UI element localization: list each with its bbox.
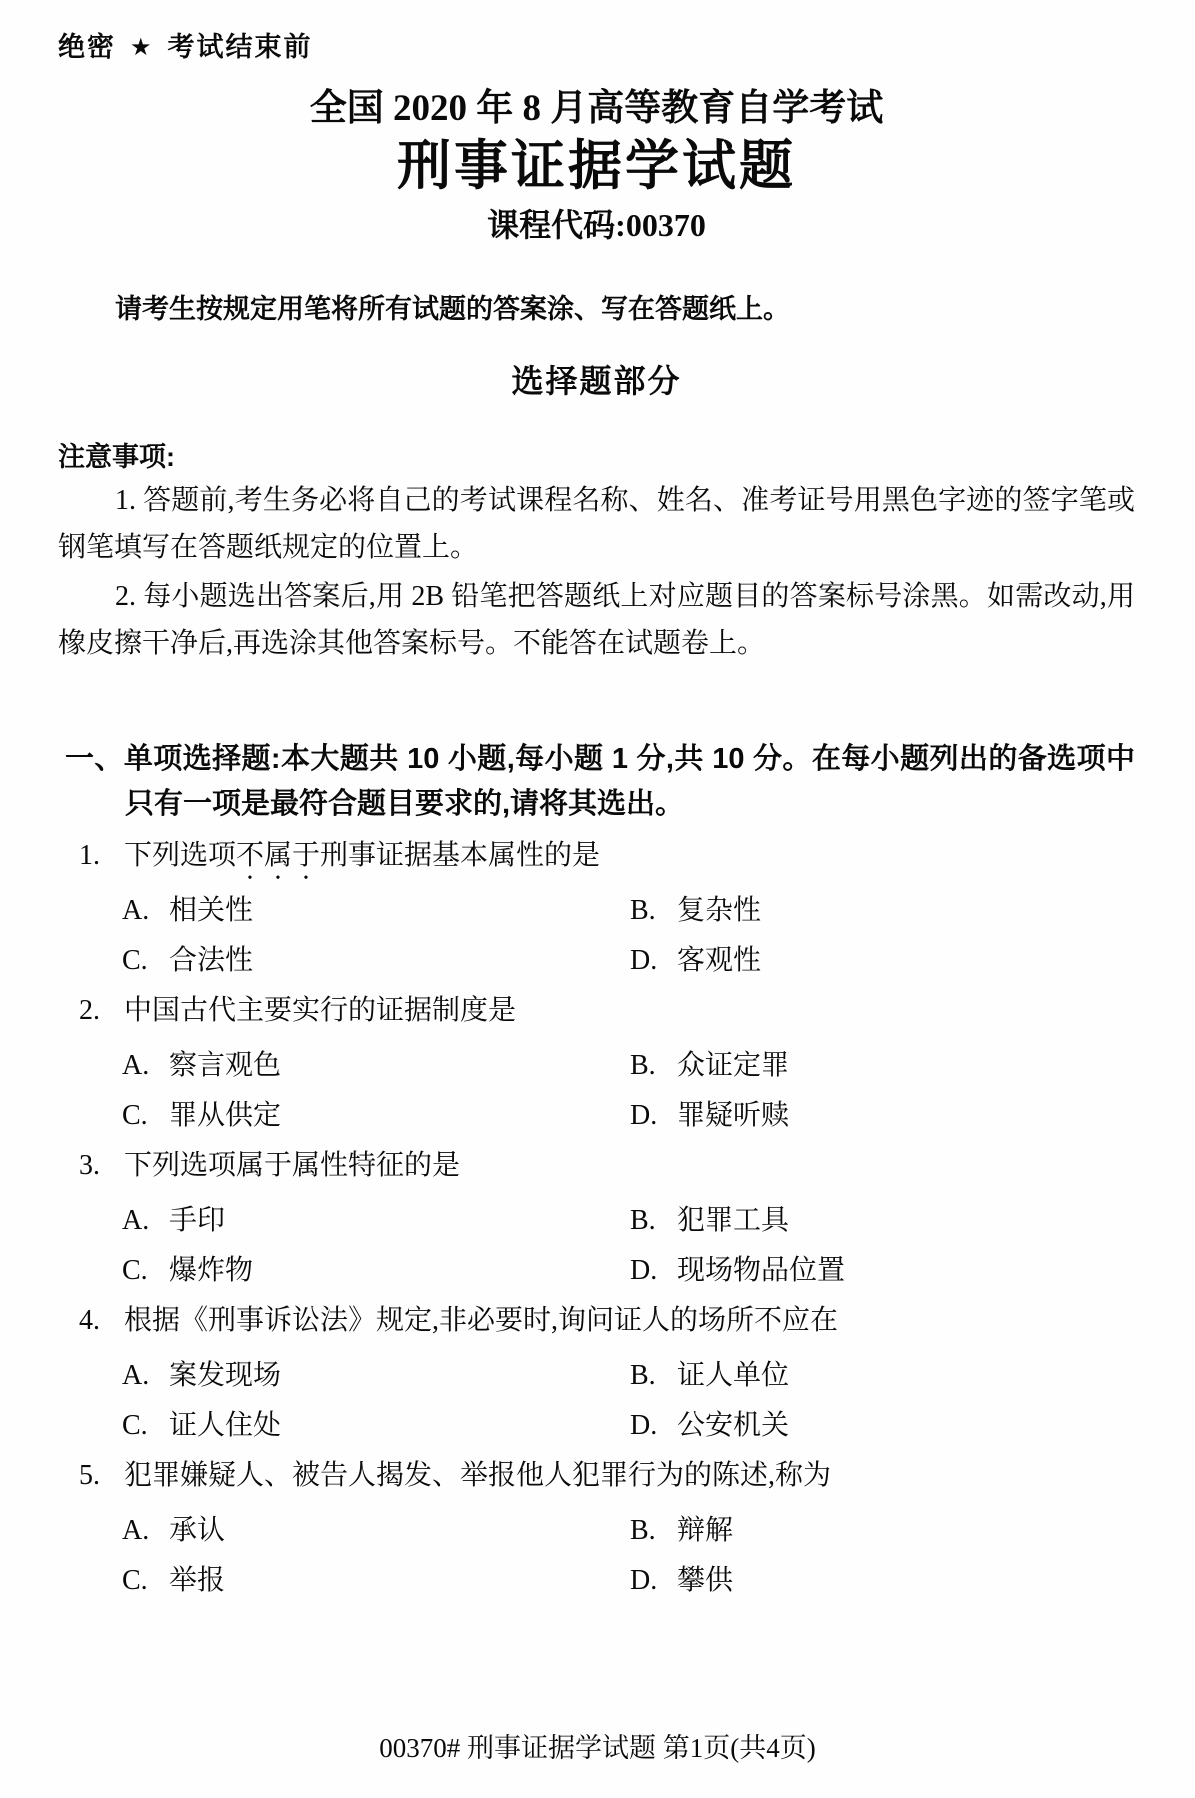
option-text: 罪疑听赎: [677, 1100, 790, 1131]
option-label: B.: [630, 895, 656, 926]
option-text: 合法性: [169, 945, 254, 976]
option-d: [630, 1091, 1135, 1141]
question-number: 4.: [79, 1305, 100, 1336]
option-text: 承认: [169, 1515, 226, 1546]
option-b: [630, 1351, 1135, 1401]
option-label: A.: [122, 1515, 150, 1546]
option-b: [630, 1506, 1135, 1556]
option-text: 举报: [169, 1565, 226, 1596]
question: [58, 1296, 1135, 1451]
question-text: 中国古代主要实行的证据制度是: [124, 995, 517, 1026]
option-label: A.: [122, 1050, 150, 1081]
option-label: B.: [630, 1205, 656, 1236]
option-text: 复杂性: [677, 895, 762, 926]
option-text: 爆炸物: [169, 1255, 254, 1286]
part-marker: 一、: [65, 743, 124, 775]
question: [58, 986, 1135, 1141]
option-label: C.: [122, 1410, 148, 1441]
option-b: [630, 1041, 1135, 1091]
question-text: 下列选项属于属性特征的是: [124, 1150, 461, 1181]
option-c: [122, 1091, 630, 1141]
option-text: 相关性: [169, 895, 254, 926]
option-label: D.: [630, 1255, 658, 1286]
option-text: 犯罪工具: [677, 1205, 790, 1236]
option-a: [122, 1196, 630, 1246]
star-icon: ★: [130, 34, 154, 61]
option-label: B.: [630, 1050, 656, 1081]
option-a: [122, 1041, 630, 1091]
option-d: [630, 1556, 1135, 1606]
option-label: B.: [630, 1360, 656, 1391]
question-text: 下列选项不属于刑事证据基本属性的是: [124, 840, 601, 871]
option-label: A.: [122, 1205, 150, 1236]
note-item: 1. 答题前,考生务必将自己的考试课程名称、姓名、准考证号用黑色字迹的签字笔或钢笔填写在答题纸规定的位置上。: [58, 485, 1135, 563]
option-text: 手印: [169, 1205, 226, 1236]
paper-title: 刑事证据学试题: [397, 136, 796, 196]
part-description: 本大题共 10 小题,每小题 1 分,共 10 分。在每小题列出的备选项中只有一项是最符合题目要求的,请将其选出。: [125, 743, 1135, 820]
option-text: 罪从供定: [169, 1100, 282, 1131]
option-text: 公安机关: [677, 1410, 790, 1441]
question-list: [58, 831, 1135, 1606]
option-label: C.: [122, 1100, 148, 1131]
question-text: 犯罪嫌疑人、被告人揭发、举报他人犯罪行为的陈述,称为: [124, 1460, 832, 1491]
question-number: 1.: [79, 840, 100, 871]
option-label: A.: [122, 1360, 150, 1391]
option-a: [122, 886, 630, 936]
option-label: C.: [122, 1255, 148, 1286]
option-c: [122, 1556, 630, 1606]
option-label: D.: [630, 945, 658, 976]
option-text: 案发现场: [169, 1360, 282, 1391]
option-d: [630, 1401, 1135, 1451]
option-text: 客观性: [677, 945, 762, 976]
option-text: 攀供: [677, 1565, 734, 1596]
option-a: [122, 1351, 630, 1401]
question-number: 2.: [79, 995, 100, 1026]
option-label: D.: [630, 1410, 658, 1441]
option-b: [630, 886, 1135, 936]
part-title: 单项选择题:: [123, 743, 281, 775]
option-label: C.: [122, 1565, 148, 1596]
question-number: 3.: [79, 1150, 100, 1181]
option-a: [122, 1506, 630, 1556]
option-d: [630, 936, 1135, 986]
option-label: A.: [122, 895, 150, 926]
exam-stage-label: 考试结束前: [167, 32, 313, 62]
option-c: [122, 936, 630, 986]
note-item: 2. 每小题选出答案后,用 2B 铅笔把答题纸上对应题目的答案标号涂黑。如需改动,用橡皮擦干净后,再选涂其他答案标号。不能答在试题卷上。: [58, 581, 1135, 659]
part-one-heading: [65, 737, 1135, 827]
option-text: 证人单位: [677, 1360, 790, 1391]
section-part-title: 选择题部分: [511, 363, 682, 399]
course-code: 课程代码:00370: [487, 207, 706, 243]
option-label: B.: [630, 1515, 656, 1546]
answer-instruction: 请考生按规定用笔将所有试题的答案涂、写在答题纸上。: [115, 294, 790, 324]
question: [58, 1141, 1135, 1296]
option-label: D.: [630, 1565, 658, 1596]
question: [58, 831, 1135, 986]
option-label: D.: [630, 1100, 658, 1131]
option-text: 现场物品位置: [677, 1255, 846, 1286]
security-classification-line: [58, 30, 1135, 65]
option-c: [122, 1246, 630, 1296]
page-footer: 00370# 刑事证据学试题 第1页(共4页): [379, 1733, 816, 1763]
option-label: C.: [122, 945, 148, 976]
classification-label: 绝密: [58, 32, 116, 62]
option-text: 察言观色: [169, 1050, 282, 1081]
exam-title: 全国 2020 年 8 月高等教育自学考试: [309, 88, 884, 129]
question-number: 5.: [79, 1460, 100, 1491]
option-text: 辩解: [677, 1515, 734, 1546]
option-b: [630, 1196, 1135, 1246]
option-d: [630, 1246, 1135, 1296]
question-text: 根据《刑事诉讼法》规定,非必要时,询问证人的场所不应在: [124, 1305, 839, 1336]
emphasized-text: 不属于: [236, 840, 321, 871]
question: [58, 1451, 1135, 1606]
option-text: 众证定罪: [677, 1050, 790, 1081]
notes-heading: 注意事项:: [58, 442, 175, 472]
option-c: [122, 1401, 630, 1451]
option-text: 证人住处: [169, 1410, 282, 1441]
